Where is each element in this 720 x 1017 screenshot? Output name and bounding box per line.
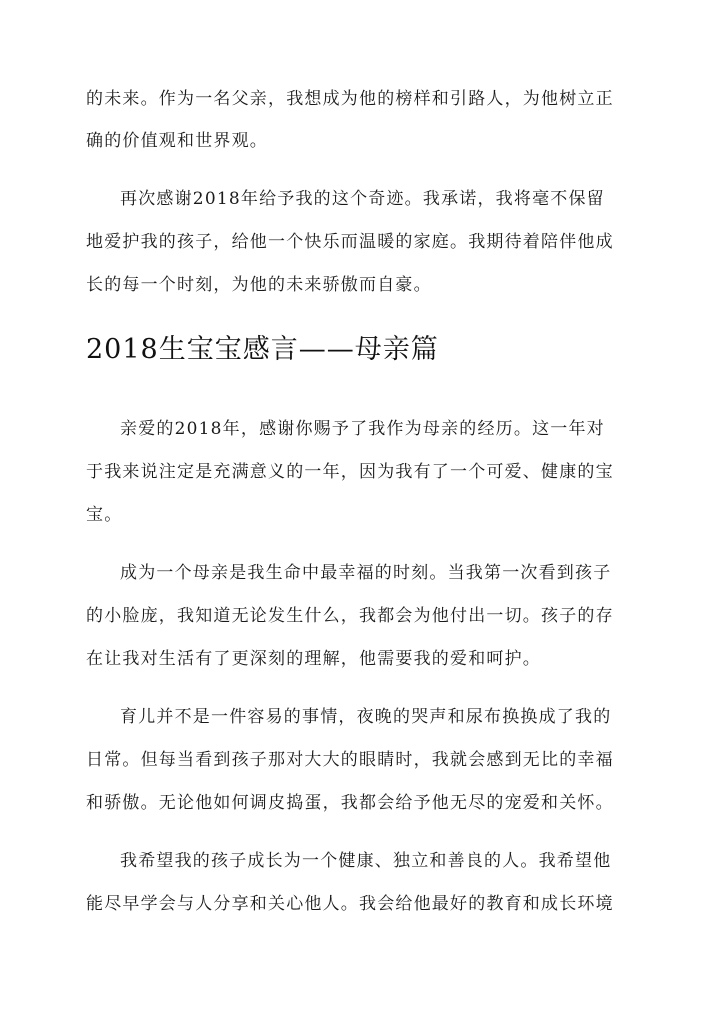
text-line: 的小脸庞，我知道无论发生什么，我都会为他付出一切。孩子的存 [86, 606, 614, 626]
text-line: 在让我对生活有了更深刻的理解，他需要我的爱和呵护。 [86, 649, 541, 669]
text-line: 日常。但每当看到孩子那对大大的眼睛时，我就会感到无比的幸福 [86, 750, 614, 770]
text-line: 于我来说注定是充满意义的一年，因为我有了一个可爱、健康的宝 [86, 462, 614, 482]
text-line: 我希望我的孩子成长为一个健康、独立和善良的人。我希望他 [120, 851, 612, 871]
text-line: 育儿并不是一件容易的事情，夜晚的哭声和尿布换换成了我的 [120, 707, 612, 727]
text-line: 的未来。作为一名父亲，我想成为他的榜样和引路人，为他树立正 [86, 89, 614, 109]
text-line: 和骄傲。无论他如何调皮捣蛋，我都会给予他无尽的宠爱和关怀。 [86, 793, 614, 813]
text-line: 宝。 [86, 505, 123, 525]
section-heading: 2018生宝宝感言——母亲篇 [86, 334, 439, 365]
text-line: 成为一个母亲是我生命中最幸福的时刻。当我第一次看到孩子 [120, 563, 612, 583]
text-line: 亲爱的2018年，感谢你赐予了我作为母亲的经历。这一年对 [120, 419, 605, 439]
text-line: 能尽早学会与人分享和关心他人。我会给他最好的教育和成长环境 [86, 894, 614, 914]
text-line: 确的价值观和世界观。 [86, 131, 268, 151]
text-line: 地爱护我的孩子，给他一个快乐而温暖的家庭。我期待着陪伴他成 [86, 232, 614, 252]
text-line: 长的每一个时刻，为他的未来骄傲而自豪。 [86, 275, 432, 295]
text-line: 再次感谢2018年给予我的这个奇迹。我承诺，我将毫不保留 [120, 189, 605, 209]
